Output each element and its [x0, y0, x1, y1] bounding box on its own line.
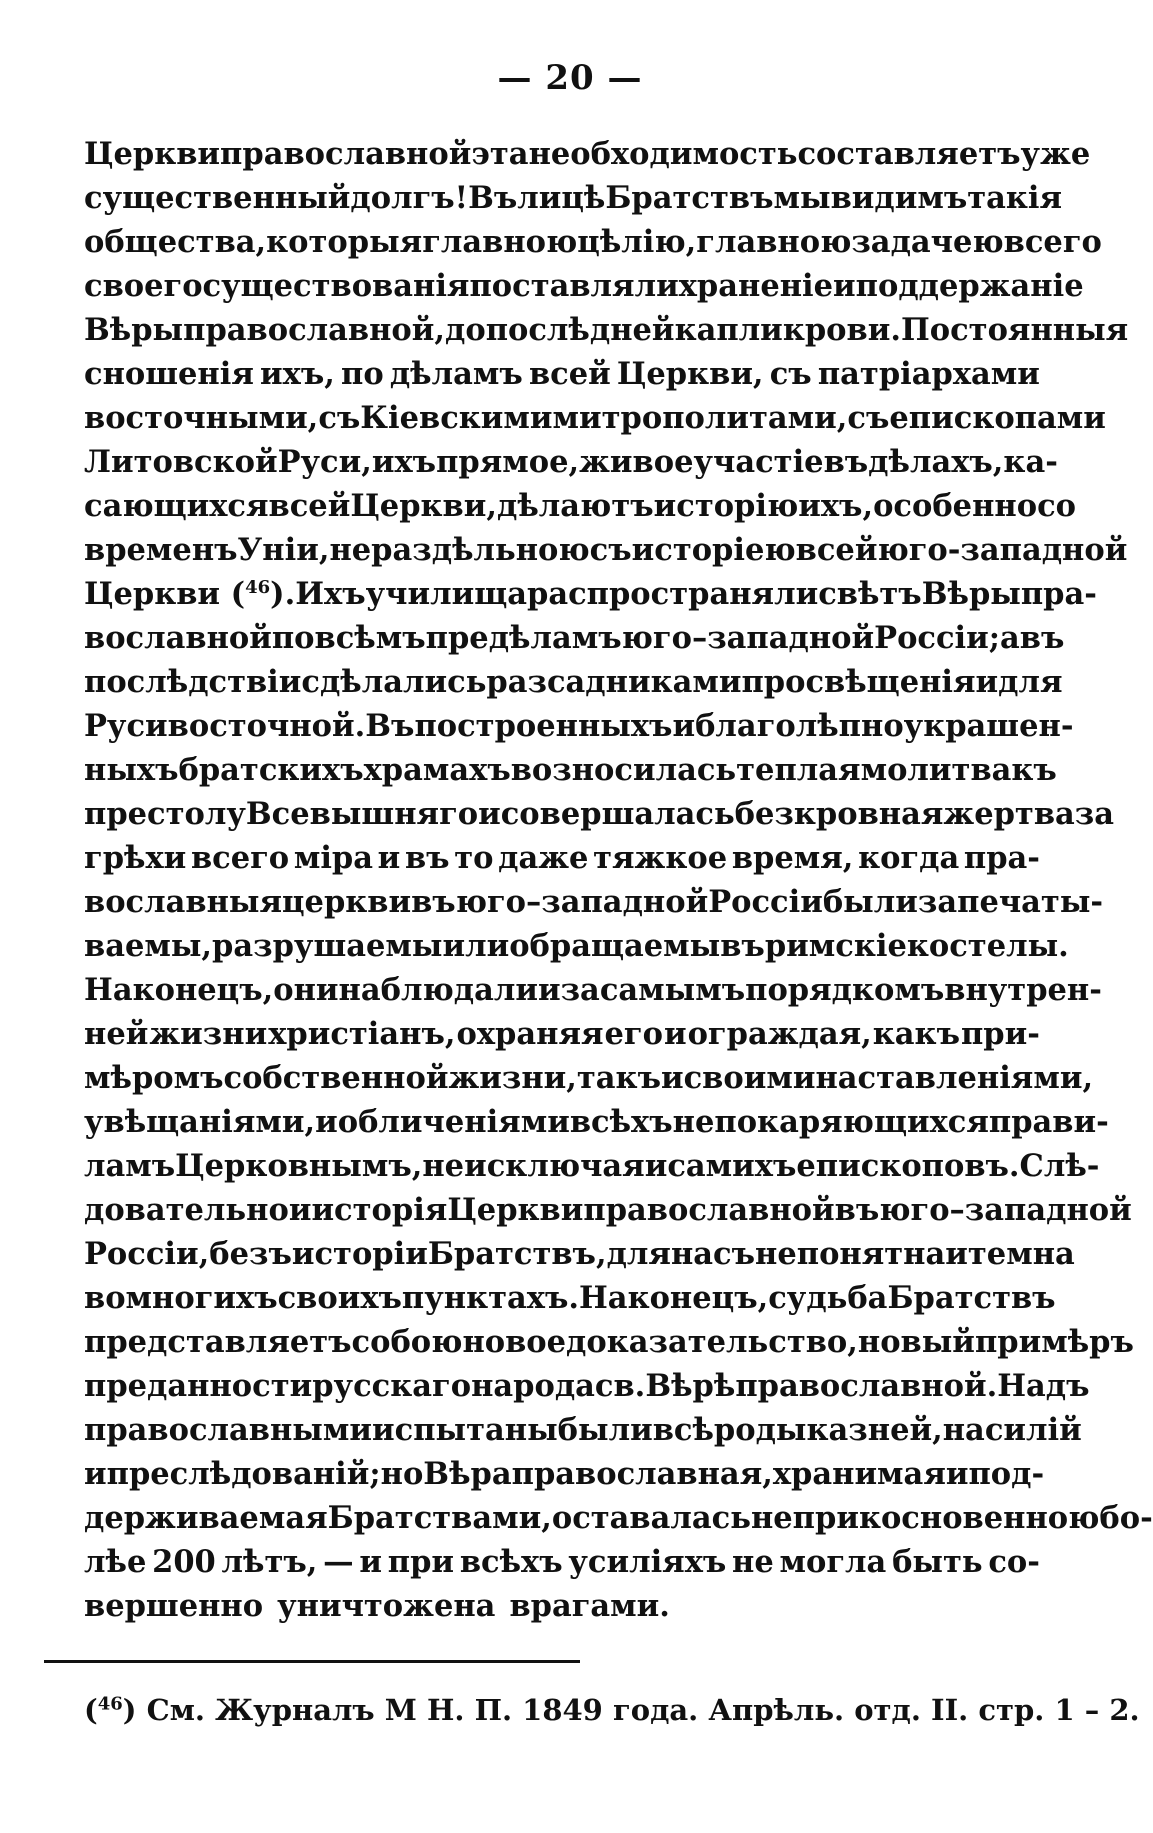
text-line [84, 1232, 1075, 1276]
word: теплая [736, 752, 861, 788]
word: или [442, 928, 510, 964]
word: своими [683, 1060, 816, 1096]
text-line-with-reference [84, 572, 1097, 616]
word: своего [84, 268, 203, 304]
word: вославной [84, 620, 272, 656]
word: въ [834, 1192, 880, 1228]
word: римскіе [764, 928, 907, 964]
word: въ [720, 928, 765, 964]
word: костелы. [906, 928, 1069, 964]
word: Въ [468, 180, 518, 216]
word: исторіи [291, 1236, 428, 1272]
word: Церкви [84, 136, 221, 172]
word: всѣхъ [569, 1104, 673, 1140]
word: братскихъ [178, 752, 364, 788]
text-line [84, 220, 1102, 264]
word: Уніи, [237, 532, 330, 568]
word: преданности [84, 1368, 313, 1404]
word: престолу [84, 796, 246, 832]
word: Церкви, [350, 488, 497, 524]
word: Братствами, [327, 1500, 552, 1536]
word: капли [674, 312, 783, 348]
word: Руси, [277, 444, 372, 480]
text-line [84, 704, 1074, 748]
text-line [84, 1540, 1040, 1584]
text-line [84, 132, 1091, 176]
text-line [84, 660, 1063, 704]
word: послѣдствіи [84, 664, 302, 700]
word: казней, [806, 1412, 943, 1448]
word: составляетъ [797, 136, 1021, 172]
word: всего [1003, 224, 1102, 260]
word: русскаго [312, 1368, 472, 1404]
word: при- [960, 1016, 1040, 1052]
text-line [84, 440, 1058, 484]
word: храмахъ [363, 752, 511, 788]
word: исключая [464, 1148, 645, 1184]
word: живое [579, 444, 694, 480]
word: самымъ [599, 972, 746, 1008]
text-line [84, 1320, 1134, 1364]
text-line [84, 1144, 1100, 1188]
word: патріархами [817, 356, 1040, 392]
word: построенныхъ [414, 708, 673, 744]
word: поставляли [469, 268, 679, 304]
text-line [84, 1364, 1090, 1408]
word: свѣтъ [818, 576, 922, 612]
word: молитва [860, 752, 1012, 788]
word: всѣхъ [459, 1544, 563, 1580]
word: для [606, 1236, 671, 1272]
word: непонятна [755, 1236, 946, 1272]
word: благолѣпно [695, 708, 904, 744]
word: Россіи; [874, 620, 1001, 656]
word: усиліяхъ [568, 1544, 727, 1580]
word: епископовъ. [796, 1148, 1020, 1184]
text-line [84, 924, 1069, 968]
word: ихъ, [798, 488, 874, 524]
word: многихъ [125, 1280, 278, 1316]
word: юго–западной [455, 884, 709, 920]
word: то [454, 840, 494, 876]
word: церкви [282, 884, 412, 920]
word: народа [471, 1368, 595, 1404]
word: Братствъ [605, 180, 774, 216]
word: но [380, 1456, 424, 1492]
word: безкровная [734, 796, 944, 832]
word: наблюдали [338, 972, 538, 1008]
word: прямое, [436, 444, 580, 480]
word: особенно [873, 488, 1038, 524]
word: Братствъ, [427, 1236, 607, 1272]
word: сношенія [84, 356, 254, 392]
word: ламъ [84, 1148, 176, 1184]
word: обличеніями [337, 1104, 570, 1140]
footnote-marker: 46 [97, 1693, 123, 1715]
word: Литовской [84, 444, 278, 480]
word: испытаны [372, 1412, 558, 1448]
word: православная, [511, 1456, 773, 1492]
text-line [84, 1276, 1056, 1320]
word: Постоянныя [900, 312, 1129, 348]
word: съ [847, 400, 890, 436]
word: юго–западной [879, 1192, 1132, 1228]
word: ихъ, [260, 356, 335, 392]
word: и [644, 1148, 668, 1184]
word: врагами. [509, 1588, 670, 1624]
word: даже [498, 840, 589, 876]
word: Россіи [708, 884, 823, 920]
word: предѣламъ [425, 620, 622, 656]
word: необходимость [528, 136, 798, 172]
word: и [315, 1104, 338, 1140]
word: Вѣра [423, 1456, 512, 1492]
word: непокаряющихся [672, 1104, 989, 1140]
word: храненіе [678, 268, 834, 304]
word: и [537, 972, 561, 1008]
word: — [323, 1544, 354, 1580]
word: ихъ [371, 444, 437, 480]
word: и [975, 664, 999, 700]
word: совершалась [500, 796, 735, 832]
word: съ [318, 400, 361, 436]
word: неприкосновенною [750, 1500, 1100, 1536]
text-line [84, 1408, 1082, 1452]
word: примѣръ [974, 1324, 1134, 1360]
word: время, [731, 840, 854, 876]
word: под- [968, 1456, 1045, 1492]
word: задачею [851, 224, 1004, 260]
word: не [732, 1544, 774, 1580]
word: до [445, 312, 486, 348]
word: св. [594, 1368, 646, 1404]
body-text [84, 132, 1153, 1628]
text-line [84, 528, 1128, 572]
footnote-reference: 46 [245, 576, 271, 598]
text-line [84, 616, 1065, 660]
word: ныхъ [84, 752, 179, 788]
word: существенный [84, 180, 351, 216]
word: православной, [183, 312, 446, 348]
word: православными [84, 1412, 372, 1448]
word: крови. [782, 312, 901, 348]
word: судьба [768, 1280, 888, 1316]
word: украшен- [903, 708, 1074, 744]
text-line [84, 1496, 1153, 1540]
word: за [560, 972, 600, 1008]
word: всего [190, 840, 290, 876]
word: Церковнымъ, [175, 1148, 423, 1184]
text-line [84, 1100, 1109, 1144]
text-line [84, 880, 1104, 924]
word: Слѣ- [1019, 1148, 1100, 1184]
word: доказательство, [566, 1324, 858, 1360]
word: пунктахъ. [401, 1280, 579, 1316]
word: 200 [152, 1544, 216, 1580]
word: Руси [84, 708, 168, 744]
word: самихъ [667, 1148, 797, 1184]
word: юго–западной [621, 620, 875, 656]
word: цѣлію, [577, 224, 697, 260]
text-line [84, 352, 1040, 396]
word: и [478, 796, 501, 832]
word: всей [268, 488, 351, 524]
word: за [1074, 796, 1115, 832]
word: не [422, 1148, 465, 1184]
word: уже [1020, 136, 1091, 172]
word: въ [404, 840, 450, 876]
word: Церкви, [616, 356, 764, 392]
word: исторіею [631, 532, 796, 568]
word: а [1000, 620, 1020, 656]
word: послѣдней [485, 312, 675, 348]
word: главною [696, 224, 852, 260]
word: они [273, 972, 339, 1008]
word: собственной [223, 1060, 449, 1096]
word: и [377, 840, 401, 876]
word: мѣромъ [84, 1060, 224, 1096]
word: были [822, 884, 918, 920]
word: православной. [735, 1368, 998, 1404]
text-line [84, 836, 1040, 880]
word: возносилась [510, 752, 737, 788]
word: просвѣщенія [741, 664, 976, 700]
text-line [84, 792, 1115, 836]
word: и [660, 1060, 684, 1096]
text-line [84, 264, 1084, 308]
word: вершенно [84, 1588, 264, 1624]
word: сдѣлались [301, 664, 487, 700]
word: пра- [963, 840, 1040, 876]
word: Россіи, [84, 1236, 210, 1272]
word: быть [892, 1544, 983, 1580]
text-line [84, 176, 1063, 220]
word: держиваемая [84, 1500, 328, 1536]
word: разсадниками [486, 664, 742, 700]
word: христіанъ, [268, 1016, 456, 1052]
text-line [84, 1452, 1045, 1496]
word: въ [1019, 620, 1065, 656]
text-line [84, 1056, 1094, 1100]
word: преслѣдованій; [106, 1456, 381, 1492]
word: безъ [209, 1236, 292, 1272]
footnote-open-paren: ( [84, 1693, 98, 1727]
word: вославныя [84, 884, 282, 920]
word: уничтожена [277, 1588, 496, 1624]
word: училища [365, 576, 527, 612]
word: видимъ [830, 180, 968, 216]
word: Вѣрѣ [645, 1368, 736, 1404]
word: по [341, 356, 384, 392]
word: оставалась [551, 1500, 751, 1536]
footnote-divider [44, 1660, 580, 1663]
word: общества, [84, 224, 267, 260]
word: нераздѣльною [329, 532, 590, 568]
word: Наконецъ, [578, 1280, 769, 1316]
word: и [663, 1016, 687, 1052]
word: ней [84, 1016, 149, 1052]
word: дѣламъ [389, 356, 523, 392]
word: увѣщаніями, [84, 1104, 316, 1140]
word: и [84, 1456, 107, 1492]
word: исторія [311, 1192, 448, 1228]
word: темна [967, 1236, 1075, 1272]
text-line [84, 968, 1102, 1012]
word: восточными, [84, 400, 319, 436]
word: разрушаемы [212, 928, 443, 964]
word: обращаемы [509, 928, 721, 964]
word: участіе [693, 444, 824, 480]
word: и [945, 1236, 968, 1272]
word: православной [583, 1192, 835, 1228]
word: Надъ [997, 1368, 1090, 1404]
word: и [945, 1456, 969, 1492]
word: съ [589, 532, 632, 568]
word: ка- [1003, 444, 1058, 480]
word: лѣе [84, 1544, 147, 1580]
word: запечаты- [917, 884, 1104, 920]
word: тяжкое [593, 840, 728, 876]
word: Наконецъ, [84, 972, 274, 1008]
word: ваемы, [84, 928, 213, 964]
word: при [387, 1544, 455, 1580]
word: со- [988, 1544, 1040, 1580]
word: Всевышняго [245, 796, 479, 832]
word: распространяли [527, 576, 819, 612]
word: которыя [266, 224, 423, 260]
word: грѣхи [84, 840, 187, 876]
word: довательно [84, 1192, 289, 1228]
text-line [84, 484, 1076, 528]
word: ограждая, [687, 1016, 872, 1052]
word: и [672, 708, 696, 744]
word: когда [858, 840, 960, 876]
word: въ [823, 444, 869, 480]
word: такія [967, 180, 1063, 216]
word: собою [351, 1324, 463, 1360]
reference-prefix: Церкви ( [84, 576, 246, 612]
word: насилій [942, 1412, 1082, 1448]
word: прави- [988, 1104, 1109, 1140]
word: роды [713, 1412, 807, 1448]
word: дѣлаютъ [497, 488, 654, 524]
text-line-last [84, 1584, 1040, 1628]
word: такъ [576, 1060, 661, 1096]
text-line [84, 1188, 1132, 1232]
word: съ [769, 356, 812, 392]
word: по [271, 620, 315, 656]
word: всей [795, 532, 878, 568]
word: жертва [943, 796, 1075, 832]
word: жизни, [448, 1060, 577, 1096]
word: бо- [1099, 1500, 1153, 1536]
text-line [84, 748, 1057, 792]
word: эта [471, 136, 529, 172]
word: какъ [872, 1016, 960, 1052]
word: временъ [84, 532, 238, 568]
word: поддержаніе [855, 268, 1084, 304]
word: и [288, 1192, 312, 1228]
word: юго-западной [877, 532, 1128, 568]
word: существованія [202, 268, 470, 304]
word: Церкви ($^{46}$). [84, 576, 296, 612]
word: новый [857, 1324, 975, 1360]
word: всей [528, 356, 611, 392]
word: епископами [889, 400, 1106, 436]
text-line [84, 396, 1106, 440]
word: Братствъ [887, 1280, 1056, 1316]
word: могла [779, 1544, 887, 1580]
word: мы [773, 180, 831, 216]
word: долгъ! [350, 180, 469, 216]
word: своихъ [277, 1280, 402, 1316]
word: восточной. [167, 708, 366, 744]
word: со [1037, 488, 1076, 524]
word: наставленіями, [815, 1060, 1094, 1096]
footnote [84, 1690, 1140, 1730]
word: митрополитами, [552, 400, 848, 436]
word: хранимая [772, 1456, 946, 1492]
word: Ихъ [295, 576, 366, 612]
word: внутрен- [944, 972, 1102, 1008]
word: новое [462, 1324, 567, 1360]
word: всѣ [652, 1412, 714, 1448]
word: всѣмъ [314, 620, 426, 656]
word: исторію [653, 488, 799, 524]
word: Кіевскими [360, 400, 553, 436]
word: пра- [1020, 576, 1097, 612]
word: лѣтъ, [221, 1544, 318, 1580]
word: въ [411, 884, 456, 920]
page-number: — 20 — [497, 58, 643, 98]
word: представляетъ [84, 1324, 352, 1360]
word: для [998, 664, 1063, 700]
word: Вѣры [921, 576, 1021, 612]
word: во [84, 1280, 126, 1316]
word: были [557, 1412, 653, 1448]
word: жизни [149, 1016, 268, 1052]
text-line [84, 1012, 1040, 1056]
word: сающихся [84, 488, 269, 524]
word: порядкомъ [745, 972, 945, 1008]
word: и [833, 268, 856, 304]
text-line [84, 308, 1129, 352]
word: его [604, 1016, 663, 1052]
word: къ [1011, 752, 1057, 788]
word: главною [422, 224, 578, 260]
word: лицѣ [517, 180, 606, 216]
word: Въ [365, 708, 415, 744]
word: Церкви [447, 1192, 584, 1228]
word: насъ [670, 1236, 756, 1272]
word: міра [293, 840, 373, 876]
word: охраняя [456, 1016, 604, 1052]
footnote-text: ) См. Журналъ М Н. П. 1849 года. Апрѣль. отд. II. стр. 1 – 2. [122, 1693, 1140, 1727]
word: и [359, 1544, 383, 1580]
word: православной [220, 136, 472, 172]
word: дѣлахъ, [868, 444, 1004, 480]
word: Вѣры [84, 312, 184, 348]
